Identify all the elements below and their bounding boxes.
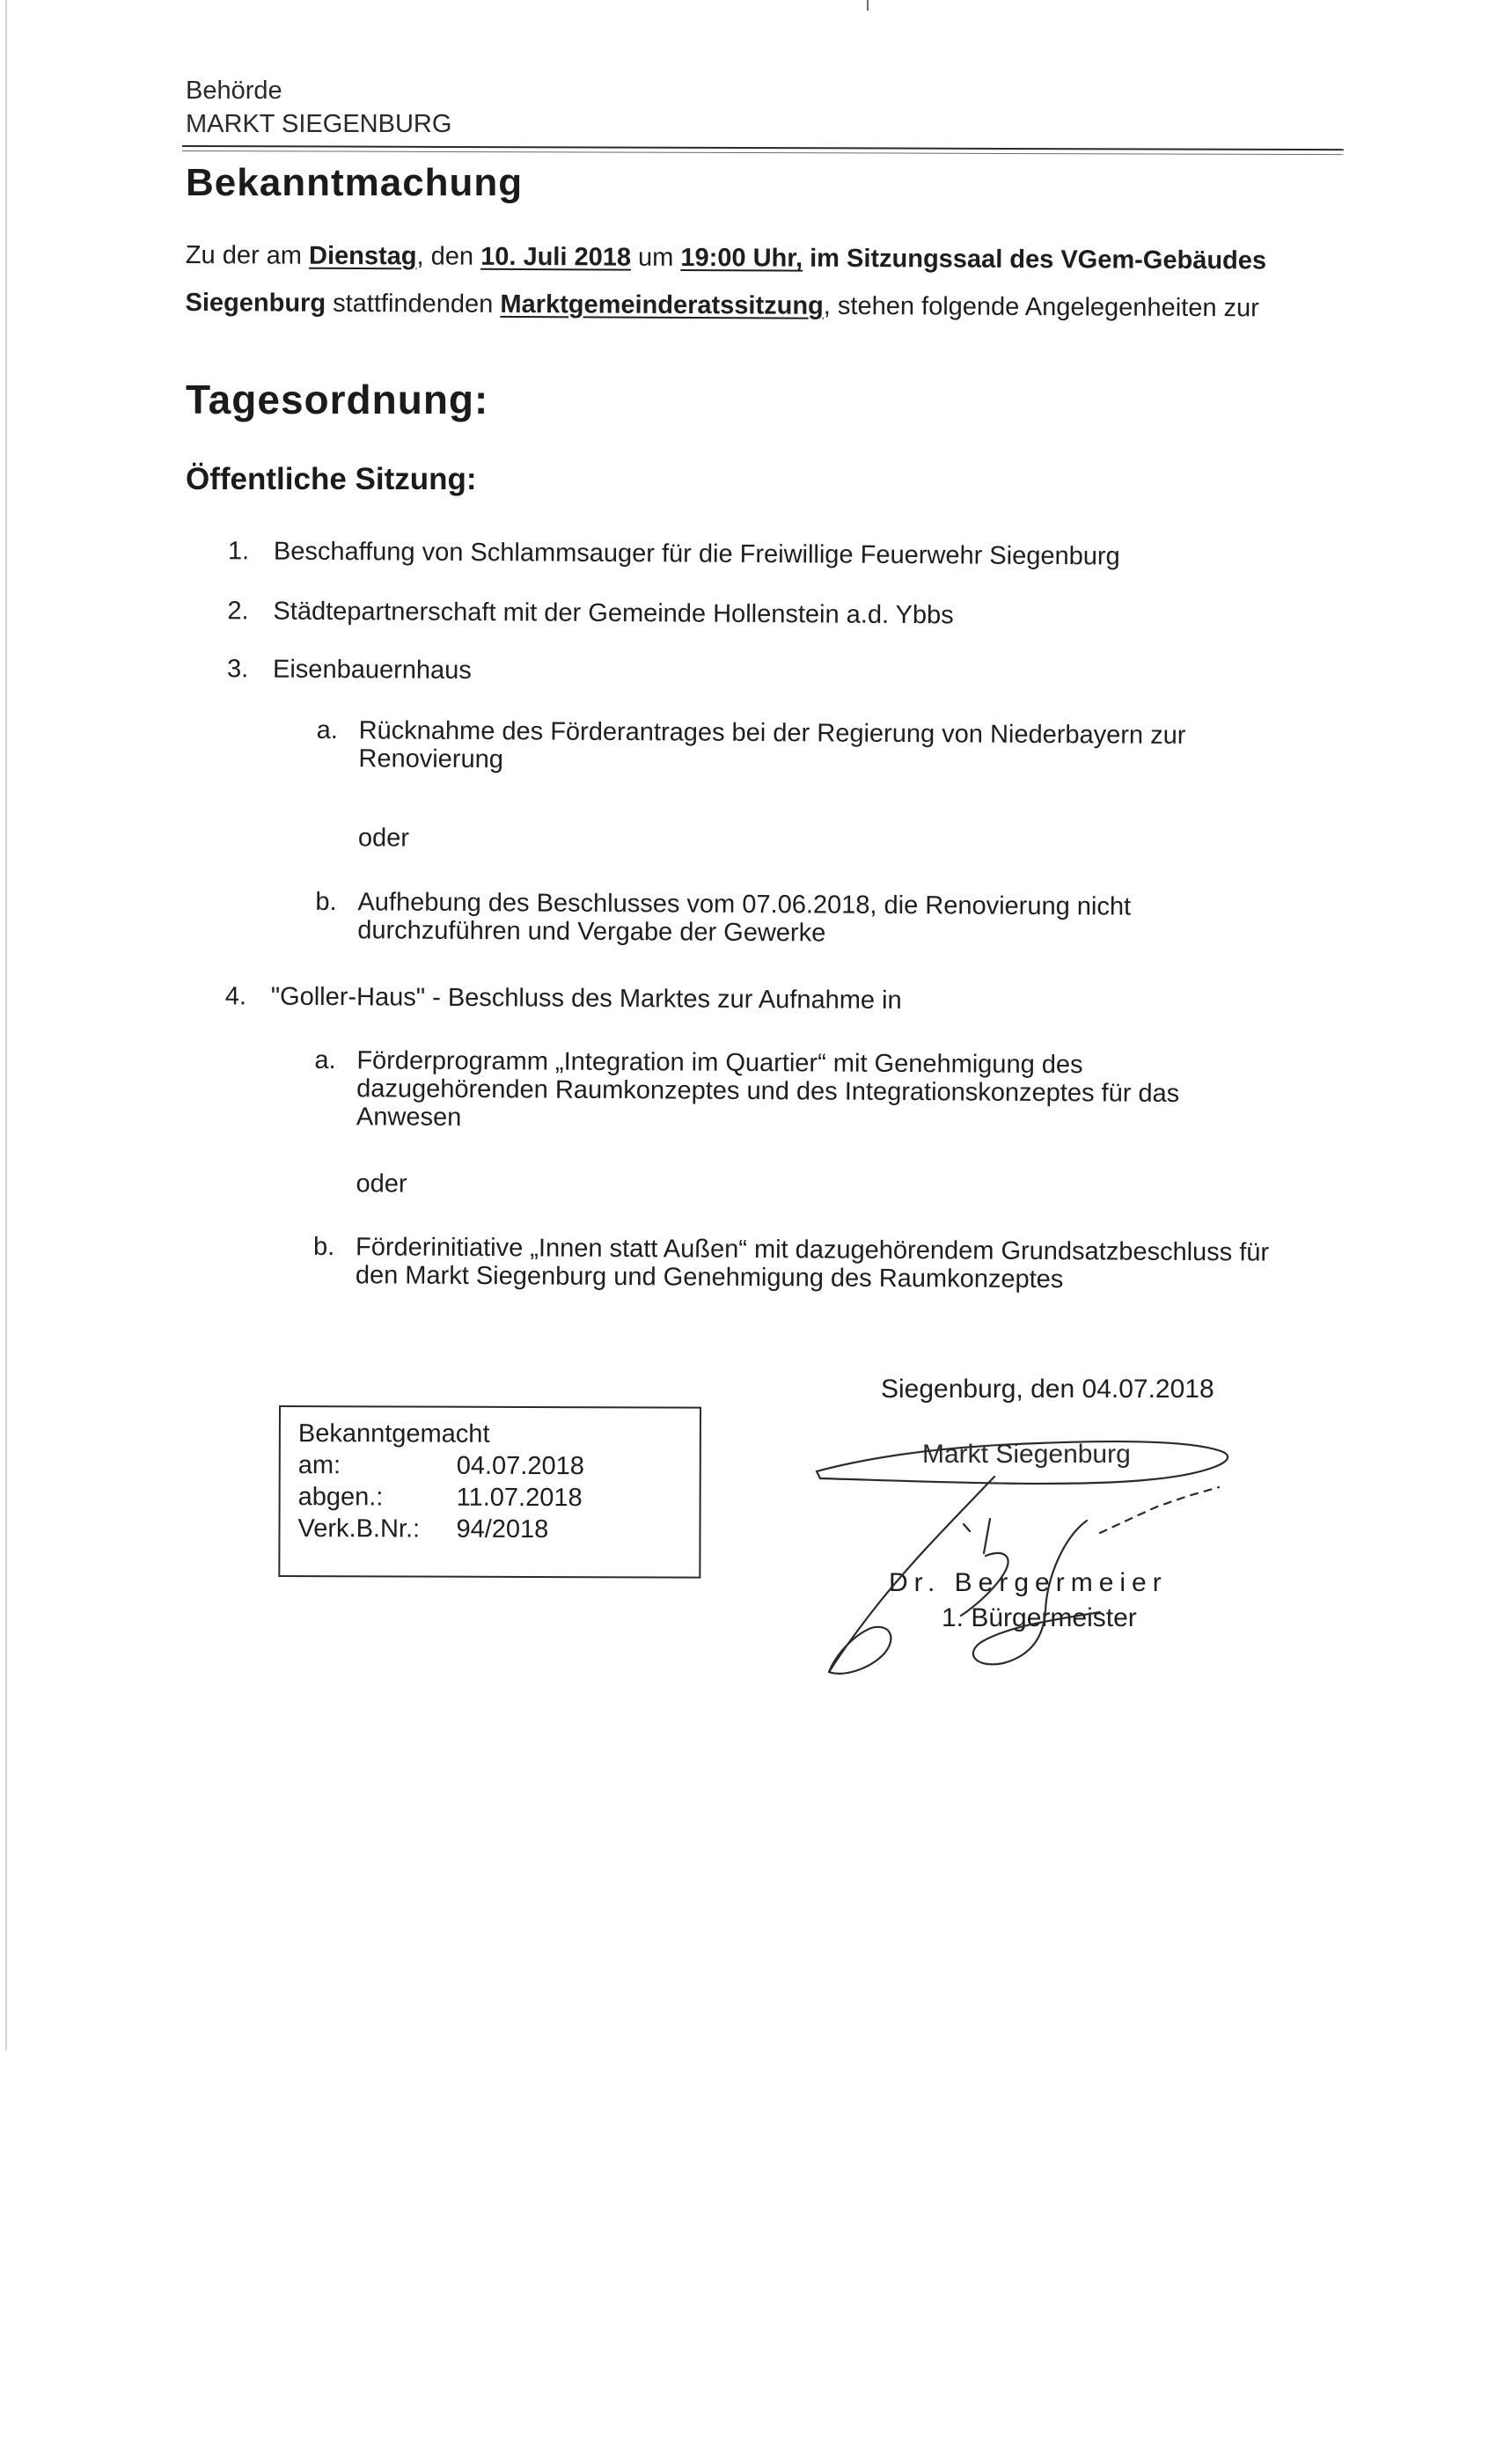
alternative-or: oder xyxy=(356,1170,407,1199)
alternative-or: oder xyxy=(357,824,410,853)
signer-role: 1. Bürgermeister xyxy=(942,1603,1137,1632)
intro-text: stattfindenden xyxy=(326,289,501,319)
meeting-town: Siegenburg xyxy=(185,288,326,318)
meeting-location: im Sitzungssaal des VGem-Gebäudes xyxy=(802,244,1267,275)
letterhead xyxy=(186,74,451,141)
posting-title: Bekanntgemacht xyxy=(297,1419,490,1448)
posting-row xyxy=(297,1514,668,1544)
handwritten-signature xyxy=(810,1408,1267,1690)
place-and-date: Siegenburg, den 04.07.2018 xyxy=(881,1375,1214,1404)
agenda-subitem-text: Aufhebung des Beschlusses vom 07.06.2018, die Renovierung nicht durchzuführen und Vergabe der Gewerke xyxy=(357,888,1132,948)
header-divider-shadow xyxy=(182,150,1344,155)
posting-value: 11.07.2018 xyxy=(456,1483,583,1513)
agenda-subitem-letter: a. xyxy=(316,715,338,745)
posting-value: 94/2018 xyxy=(456,1514,549,1544)
agenda-subitem-letter: b. xyxy=(312,1232,335,1262)
agenda-item-text: Beschaffung von Schlammsauger für die Freiwillige Feuerwehr Siegenburg xyxy=(273,537,1120,571)
agenda-subitem-text: Förderprogramm „Integration im Quartier“ mit Genehmigung des dazugehörenden Raumkonzeptes und des Integrationskonzeptes für das Anwesen xyxy=(356,1046,1180,1132)
agenda-item-text: Städtepartnerschaft mit der Gemeinde Hollenstein a.d. Ybbs xyxy=(273,597,954,630)
document-title: Bekanntmachung xyxy=(186,161,524,204)
intro-text: Zu der am xyxy=(185,240,310,270)
agenda-heading: Tagesordnung: xyxy=(186,377,489,422)
posting-value: 04.07.2018 xyxy=(456,1451,584,1481)
agenda-list xyxy=(186,537,1347,1294)
posting-record-box xyxy=(278,1405,701,1579)
agenda-subitem-letter: b. xyxy=(315,887,337,917)
authority-name: MARKT SIEGENBURG xyxy=(186,110,452,138)
agenda-item-text: Eisenbauernhaus xyxy=(272,655,472,685)
posting-label: am: xyxy=(297,1451,341,1480)
meeting-date: 10. Juli 2018 xyxy=(480,242,632,272)
header-divider xyxy=(182,145,1344,150)
meeting-time: 19:00 Uhr, xyxy=(680,243,803,273)
intro-text: , stehen folgende Angelegenheiten zur xyxy=(823,291,1259,323)
posting-row xyxy=(297,1451,668,1481)
meeting-type: Marktgemeinderatssitzung xyxy=(500,290,824,320)
agenda-item-number: 4. xyxy=(224,982,247,1011)
authority-label: Behörde xyxy=(186,77,282,105)
posting-row xyxy=(297,1483,668,1513)
agenda-item-text: "Goller-Haus" - Beschluss des Marktes zur Aufnahme in xyxy=(270,982,902,1015)
meeting-weekday: Dienstag xyxy=(308,241,417,271)
signer-name: Dr. Bergermeier xyxy=(889,1568,1168,1597)
session-heading: Öffentliche Sitzung: xyxy=(186,462,477,496)
intro-paragraph xyxy=(185,231,1347,333)
intro-text: um xyxy=(630,243,681,272)
agenda-item-number: 3. xyxy=(226,655,249,684)
agenda-subitem-letter: a. xyxy=(314,1045,336,1075)
agenda-subitem-text: Förderinitiative „Innen statt Außen“ mit dazugehörendem Grundsatzbeschluss für den Markt Siegenburg und Genehmigung des Raumkonzeptes xyxy=(355,1233,1270,1294)
posting-label: abgen.: xyxy=(297,1483,384,1512)
scan-mark xyxy=(867,0,869,11)
agenda-item-number: 2. xyxy=(227,597,249,626)
scan-edge-line xyxy=(5,0,7,2050)
agenda-subitem-text: Rücknahme des Förderantrages bei der Regierung von Niederbayern zur Renovierung xyxy=(358,716,1186,774)
signing-organization: Markt Siegenburg xyxy=(922,1440,1131,1469)
agenda-item-number: 1. xyxy=(227,537,250,566)
posting-label: Verk.B.Nr.: xyxy=(297,1514,421,1544)
intro-text: , den xyxy=(416,242,481,271)
signature-block xyxy=(810,1408,1267,1690)
